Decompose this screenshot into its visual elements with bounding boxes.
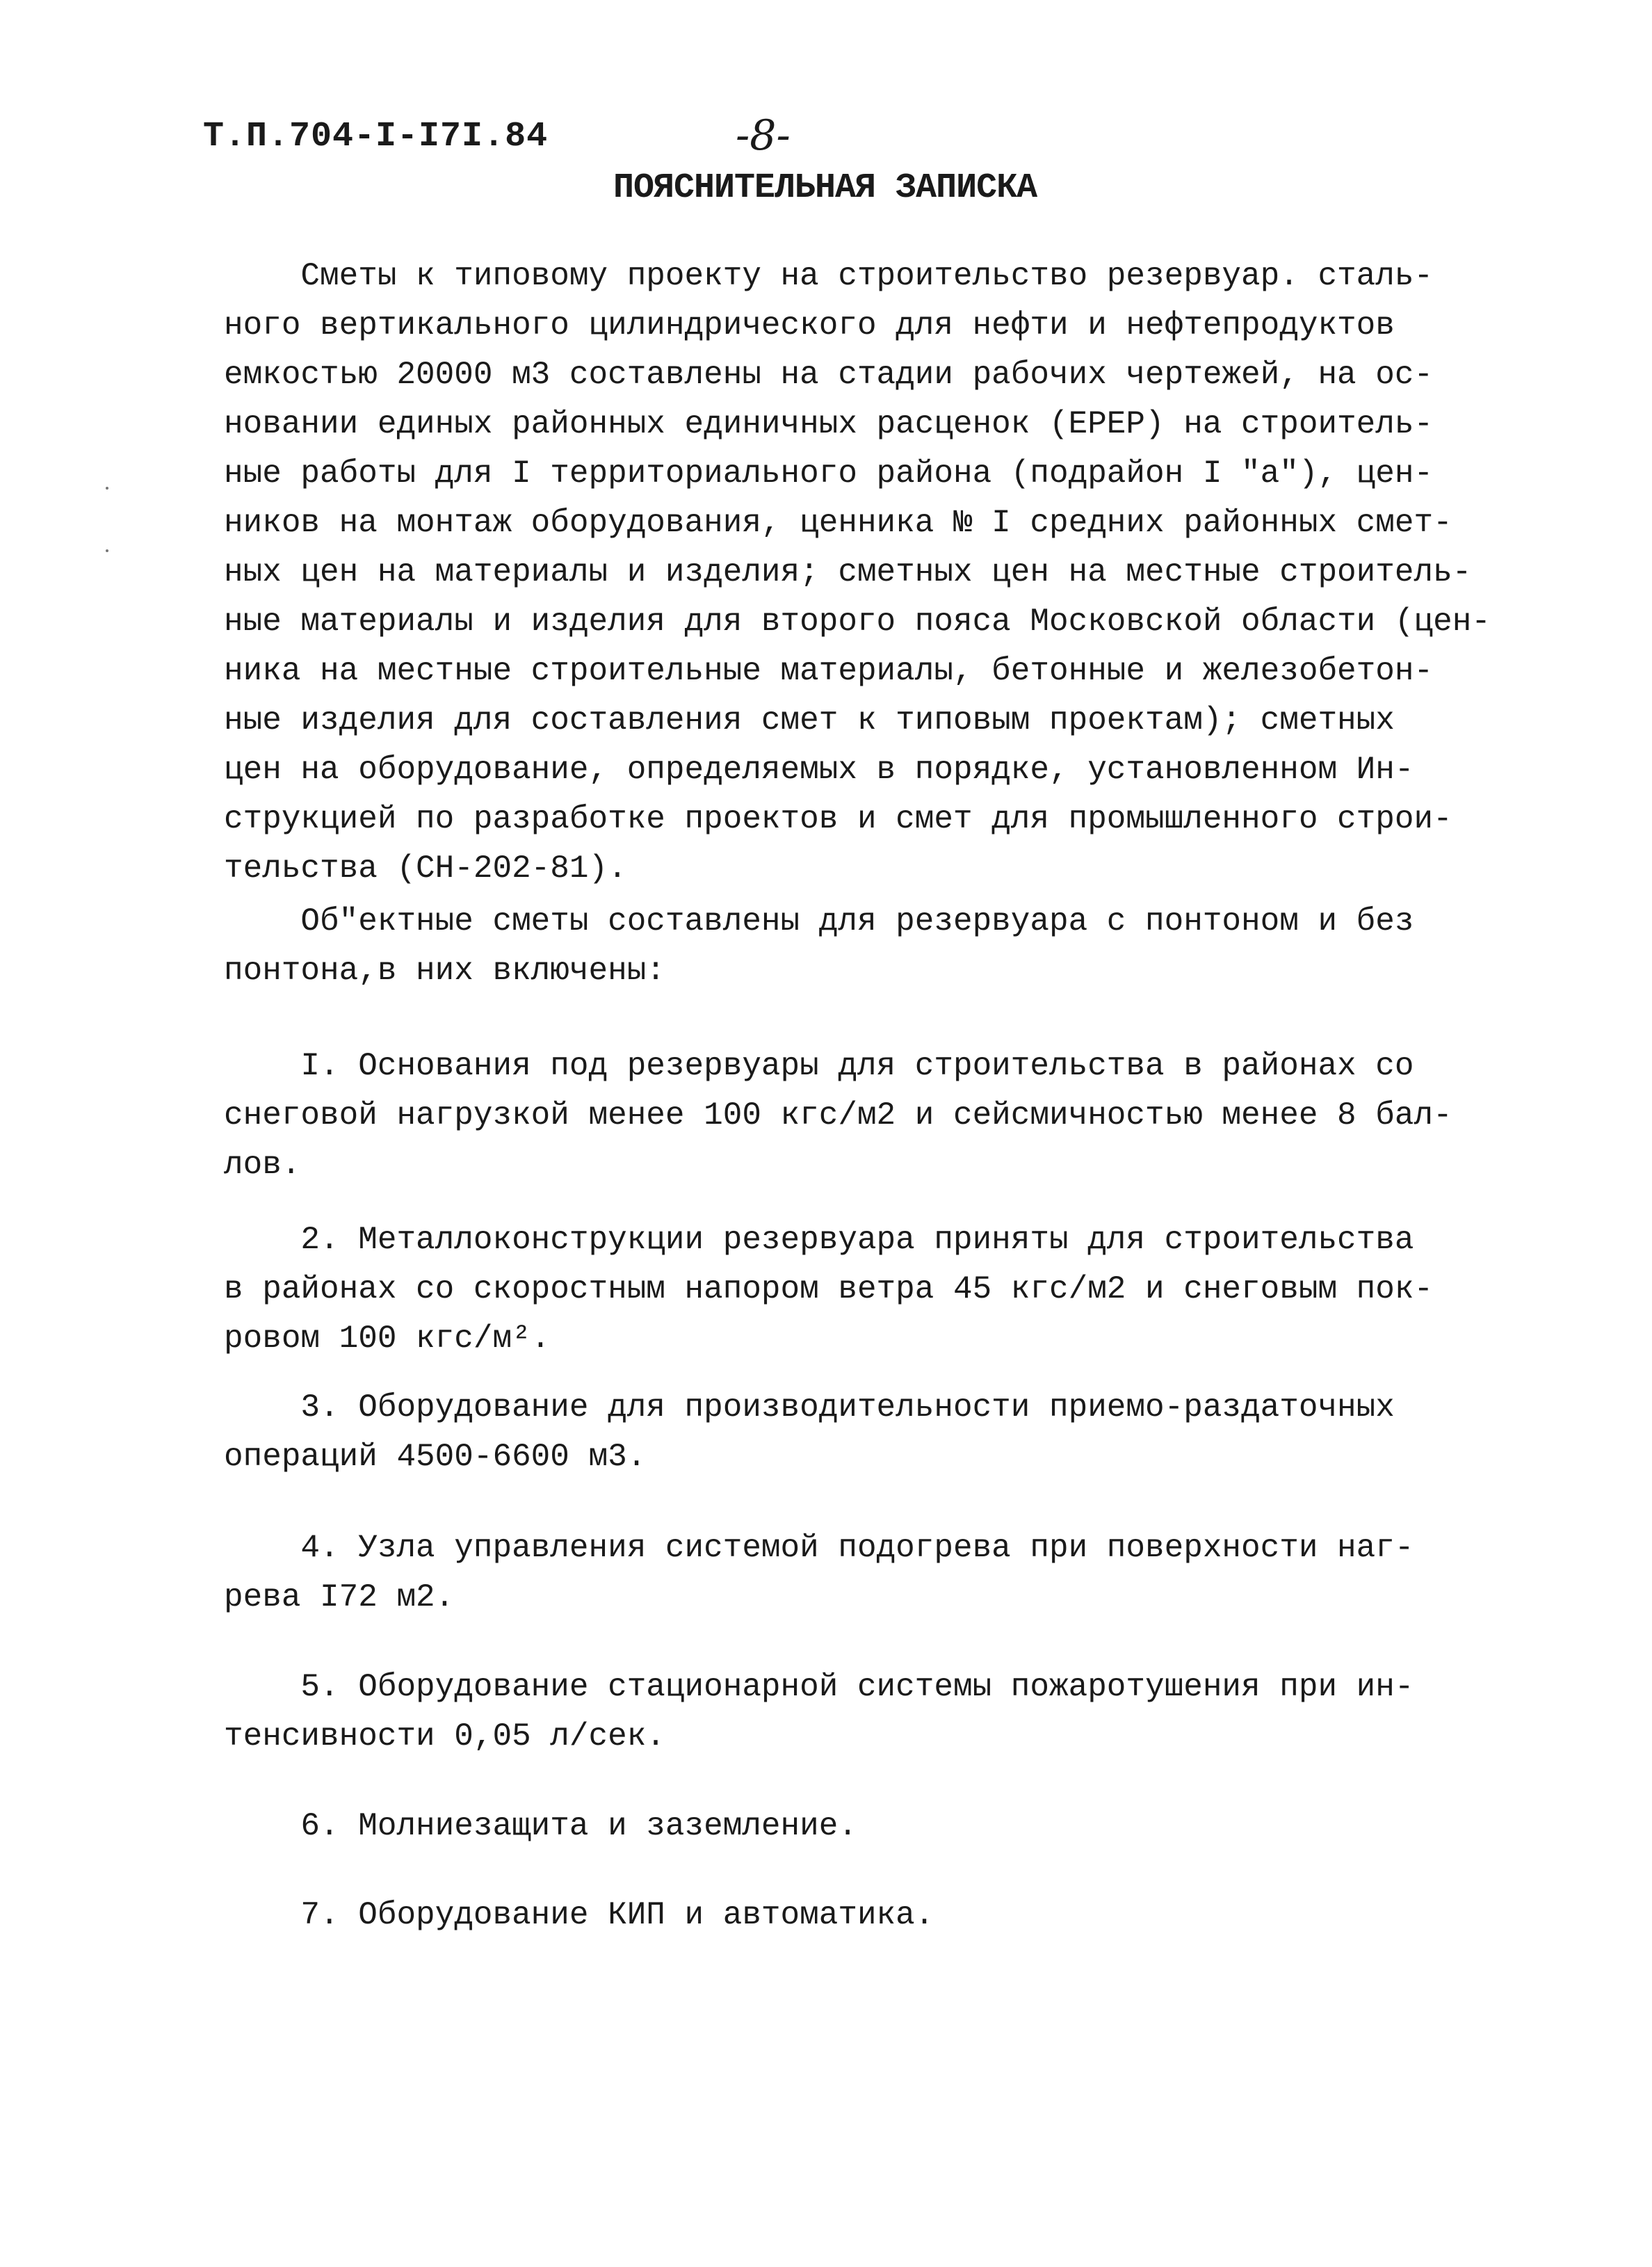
list-item-4	[224, 1524, 1545, 1622]
text-line: понтона,в них включены:	[224, 953, 665, 989]
objects-paragraph	[224, 897, 1545, 996]
text-line: 7. Оборудование КИП и автоматика.	[224, 1897, 934, 1933]
text-line: ника на местные строительные материалы, бетонные и железобетон-	[224, 653, 1434, 689]
text-line: 4. Узла управления системой подогрева при поверхности наг-	[224, 1530, 1414, 1566]
list-item-2	[224, 1216, 1545, 1364]
text-line: рева I72 м2.	[224, 1579, 455, 1615]
text-line: Сметы к типовому проекту на строительство резервуар. сталь-	[224, 258, 1434, 294]
text-line: цен на оборудование, определяемых в порядке, установленном Ин-	[224, 752, 1414, 788]
list-item-7	[224, 1891, 1545, 1940]
text-line: ные работы для I территориального района (подрайон I "а"), цен-	[224, 455, 1434, 492]
list-item-5	[224, 1663, 1545, 1761]
scan-speck	[106, 487, 108, 490]
text-line: 2. Металлоконструкции резервуара приняты для строительства	[224, 1222, 1414, 1258]
text-line: струкцией по разработке проектов и смет для промышленного строи-	[224, 801, 1452, 837]
list-item-1	[224, 1042, 1545, 1190]
list-item-3	[224, 1383, 1545, 1482]
text-line: 3. Оборудование для производительности приемо-раздаточных	[224, 1389, 1395, 1426]
document-title: ПОЯСНИТЕЛЬНАЯ ЗАПИСКА	[613, 168, 1037, 208]
text-line: тенсивности 0,05 л/сек.	[224, 1718, 665, 1754]
list-item-6	[224, 1802, 1545, 1851]
text-line: операций 4500-6600 м3.	[224, 1439, 647, 1475]
document-code: Т.П.704-I-I7I.84	[203, 117, 549, 156]
text-line: 6. Молниезащита и заземление.	[224, 1808, 857, 1844]
page-number: -8-	[736, 111, 791, 160]
text-line: тельства (СН-202-81).	[224, 850, 627, 887]
text-line: ного вертикального цилиндрического для нефти и нефтепродуктов	[224, 307, 1395, 344]
text-line: ные материалы и изделия для второго пояса Московской области (цен-	[224, 604, 1491, 640]
text-line: снеговой нагрузкой менее 100 кгс/м2 и сейсмичностью менее 8 бал-	[224, 1097, 1452, 1134]
text-line: лов.	[224, 1147, 301, 1183]
text-line: 5. Оборудование стационарной системы пожаротушения при ин-	[224, 1669, 1414, 1705]
intro-paragraph	[224, 252, 1545, 894]
text-line: I. Основания под резервуары для строительства в районах со	[224, 1048, 1414, 1084]
scan-speck	[106, 549, 108, 552]
text-line: ных цен на материалы и изделия; сметных цен на местные строитель-	[224, 554, 1472, 590]
text-line: ников на монтаж оборудования, ценника № I средних районных смет-	[224, 505, 1452, 541]
text-line: Об"ектные сметы составлены для резервуара с понтоном и без	[224, 903, 1414, 939]
text-line: в районах со скоростным напором ветра 45 кгс/м2 и снеговым пок-	[224, 1271, 1434, 1307]
text-line: емкостью 20000 м3 составлены на стадии рабочих чертежей, на ос-	[224, 357, 1434, 393]
text-line: ровом 100 кгс/м².	[224, 1321, 551, 1357]
text-line: новании единых районных единичных расценок (ЕРЕР) на строитель-	[224, 406, 1434, 442]
text-line: ные изделия для составления смет к типовым проектам); сметных	[224, 702, 1395, 739]
